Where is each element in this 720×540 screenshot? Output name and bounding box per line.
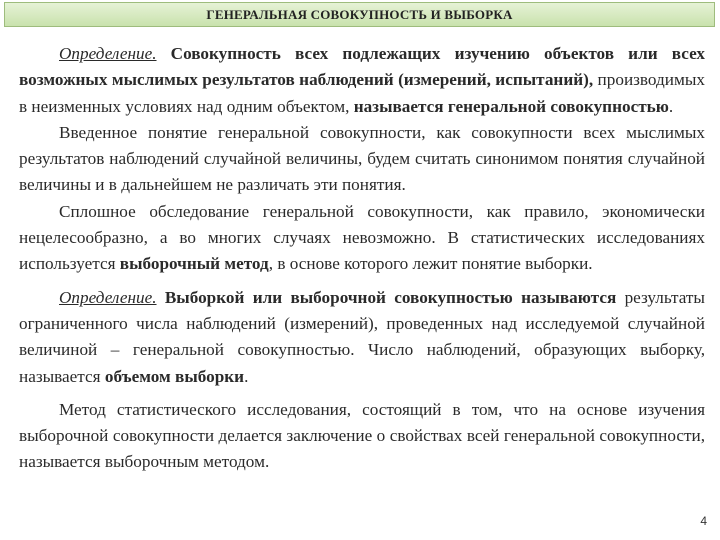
slide-content: [19, 41, 705, 476]
definition-text: результаты ограниченного числа наблюдений (измерений), проведенных над исследуемой случайной величиной – генеральной совокупностью. Число наблюдений, образующих выборку, называется: [19, 287, 705, 386]
definition-bold-lead: Выборкой или выборочной совокупностью называются: [156, 287, 617, 307]
paragraph-text: , в основе которого лежит понятие выборки.: [268, 254, 593, 274]
definition-term: называется генеральной совокупностью: [349, 96, 669, 116]
sample-size-term: объемом выборки: [104, 366, 245, 386]
paragraph-text: Сплошное обследование генеральной совокупности, как правило, экономически нецелесообразно, а во многих случаях невозможно. В статистических исследованиях используется: [19, 201, 705, 274]
definition-label: Определение.: [59, 287, 157, 307]
paragraph-sampling-definition: Метод статистического исследования, состоящий в том, что на основе изучения выборочной совокупности делается заключение о свойствах всей генеральной совокупности, называется выборочным методом.: [19, 399, 705, 472]
definition-text: производимых в неизменных условиях над одним объектом,: [19, 70, 705, 116]
definition-end: .: [668, 96, 674, 116]
definition-paragraph-sample: [19, 285, 705, 390]
definition-end: .: [244, 366, 249, 386]
definition-bold-lead: Совокупность всех подлежащих изучению объектов или всех возможных мыслимых результатов наблюдений (измерений, испытаний),: [19, 44, 705, 90]
paragraph-sampling-method: [19, 199, 705, 278]
page-number: 4: [700, 514, 707, 528]
sampling-method-term: выборочный метод: [119, 254, 269, 274]
definition-label: Определение.: [59, 44, 157, 63]
definition-paragraph-general-population: [19, 41, 705, 120]
slide-title-bar: [4, 2, 715, 27]
paragraph-synonym: Введенное понятие генеральной совокупности, как совокупности всех мыслимых результатов наблюдений случайной величины, будем считать синонимом понятия случайной величины и в дальнейшем не различать эти понятия.: [19, 122, 705, 195]
slide-title: ГЕНЕРАЛЬНАЯ СОВОКУПНОСТЬ И ВЫБОРКА: [206, 7, 513, 22]
